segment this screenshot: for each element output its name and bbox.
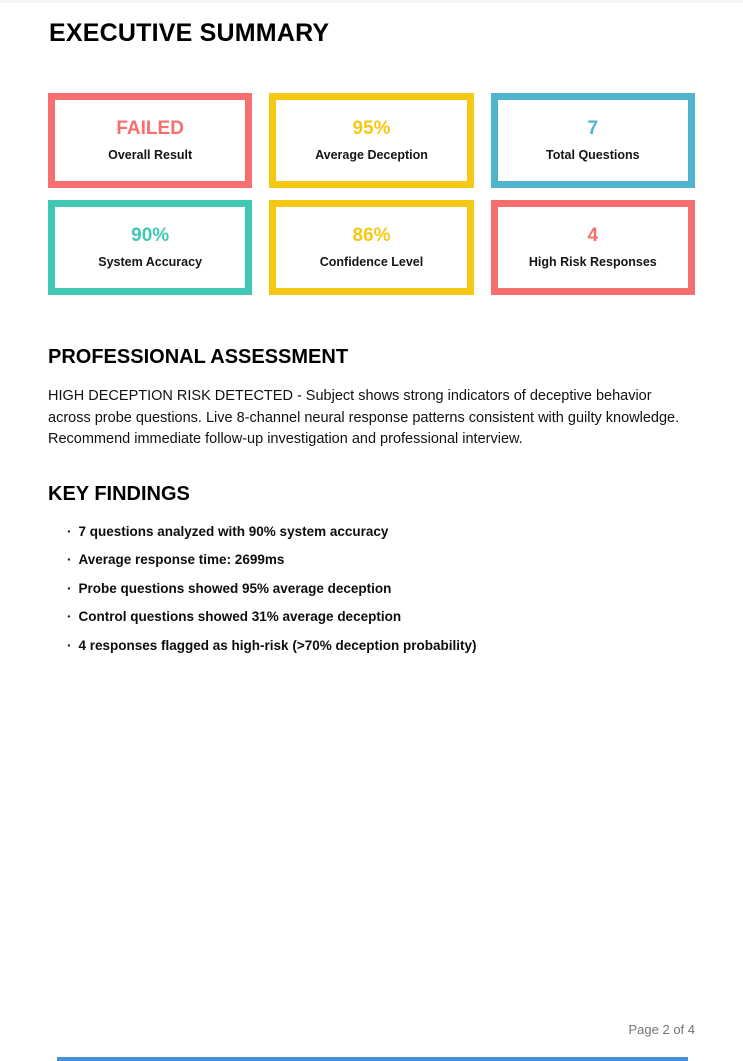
stat-label: Overall Result (108, 148, 193, 162)
stat-card-overall-result (48, 93, 252, 188)
bullet-icon: · (67, 580, 72, 596)
stat-label: High Risk Responses (528, 255, 657, 269)
stat-value: 86% (352, 225, 391, 246)
stat-label: System Accuracy (98, 255, 203, 269)
finding-item (67, 610, 695, 624)
stat-value: FAILED (116, 118, 184, 139)
stat-card-system-accuracy (48, 200, 252, 295)
stat-label: Total Questions (546, 148, 640, 162)
stat-label: Confidence Level (319, 255, 424, 269)
finding-text: 4 responses flagged as high-risk (>70% deception probability) (78, 637, 477, 653)
finding-item (67, 525, 695, 539)
finding-item (67, 553, 695, 567)
bullet-icon: · (67, 609, 72, 624)
report-page (0, 20, 743, 1061)
stat-value: 95% (352, 118, 391, 139)
stat-value: 90% (131, 225, 170, 246)
bullet-icon: · (67, 552, 72, 567)
assessment-paragraph: HIGH DECEPTION RISK DETECTED - Subject shows strong indicators of deceptive behavior across probe questions. Live 8-channel neural response patterns consistent with guilty knowledge. Recommend immediate follow-up investigation and professional interview. (48, 388, 680, 447)
finding-item (67, 582, 695, 596)
stat-card-total-questions (491, 93, 695, 188)
stat-label: Average Deception (315, 148, 428, 162)
section-heading-key-findings: KEY FINDINGS (48, 482, 190, 505)
stat-card-average-deception (269, 93, 473, 188)
finding-text: Average response time: 2699ms (78, 552, 285, 567)
summary-cards-grid (48, 93, 695, 295)
finding-text: 7 questions analyzed with 90% system accuracy (78, 523, 389, 539)
bullet-icon: · (67, 523, 72, 539)
key-findings-list (48, 525, 695, 653)
bullet-icon: · (67, 637, 72, 653)
stat-value: 4 (587, 225, 599, 246)
stat-card-high-risk-responses (491, 200, 695, 295)
page-number: Page 2 of 4 (628, 1022, 695, 1037)
finding-item (67, 639, 695, 653)
next-page-edge-bar (57, 1057, 688, 1061)
page-title: EXECUTIVE SUMMARY (49, 19, 330, 47)
finding-text: Probe questions showed 95% average deception (78, 580, 392, 596)
finding-text: Control questions showed 31% average deception (78, 609, 402, 624)
stat-card-confidence-level (269, 200, 473, 295)
stat-value: 7 (587, 118, 599, 139)
section-heading-professional-assessment: PROFESSIONAL ASSESSMENT (48, 346, 349, 368)
